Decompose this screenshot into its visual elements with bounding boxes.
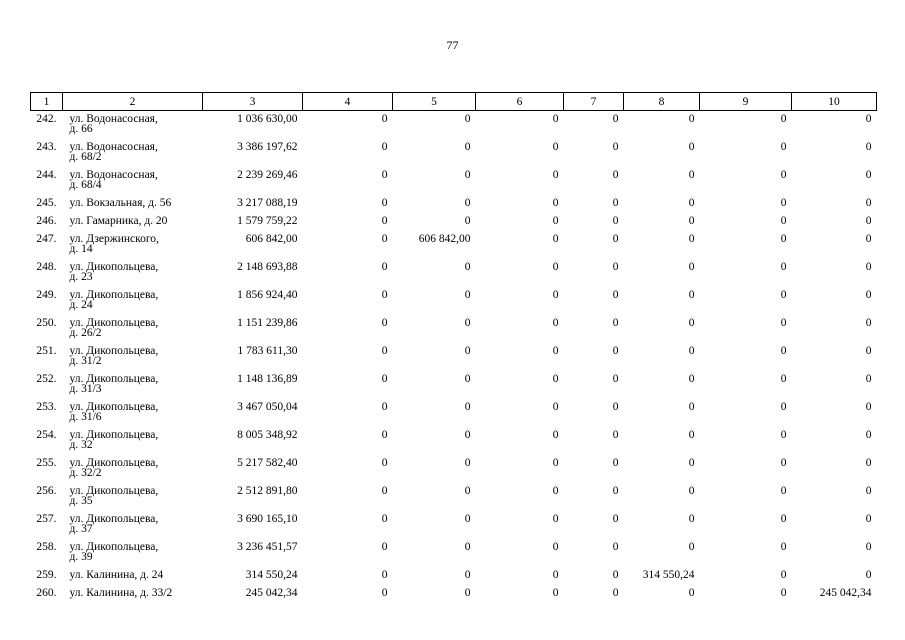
value-cell-10: 0 [865, 485, 872, 497]
address-cell: ул. Дикопольцева, д. 32 [69, 429, 159, 451]
value-cell-3: 2 512 891,80 [237, 485, 298, 497]
value-cell-7: 0 [612, 215, 619, 227]
value-cell-9: 0 [780, 233, 787, 245]
value-cell-5: 0 [464, 197, 471, 209]
value-cell-10: 0 [865, 373, 872, 385]
value-cell-6: 0 [552, 215, 559, 227]
table-row [31, 430, 877, 458]
row-number: 248. [36, 261, 57, 273]
value-cell-3: 314 550,24 [245, 569, 298, 581]
table-row [31, 111, 877, 143]
value-cell-8: 0 [688, 373, 695, 385]
value-cell-3: 3 236 451,57 [237, 541, 298, 553]
address-cell: ул. Дикопольцева, д. 23 [69, 261, 159, 283]
value-cell-5: 0 [464, 513, 471, 525]
value-cell-8: 314 550,24 [642, 569, 695, 581]
row-number: 256. [36, 485, 57, 497]
value-cell-3: 1 036 630,00 [237, 113, 298, 125]
value-cell-4: 0 [381, 233, 388, 245]
value-cell-9: 0 [780, 429, 787, 441]
table-row [31, 262, 877, 290]
value-cell-3: 3 690 165,10 [237, 513, 298, 525]
value-cell-8: 0 [688, 541, 695, 553]
header-row [31, 93, 877, 111]
value-cell-4: 0 [381, 317, 388, 329]
value-cell-9: 0 [780, 457, 787, 469]
address-cell: ул. Дикопольцева, д. 31/2 [69, 345, 159, 367]
value-cell-10: 0 [865, 401, 872, 413]
value-cell-4: 0 [381, 141, 388, 153]
col-header-6: 6 [476, 93, 564, 111]
value-cell-7: 0 [612, 197, 619, 209]
value-cell-4: 0 [381, 485, 388, 497]
value-cell-7: 0 [612, 457, 619, 469]
value-cell-10: 0 [865, 569, 872, 581]
value-cell-5: 0 [464, 289, 471, 301]
value-cell-3: 245 042,34 [245, 587, 298, 599]
row-number: 246. [36, 215, 57, 227]
value-cell-5: 0 [464, 485, 471, 497]
value-cell-7: 0 [612, 513, 619, 525]
value-cell-5: 0 [464, 429, 471, 441]
value-cell-3: 8 005 348,92 [237, 429, 298, 441]
address-cell: ул. Калинина, д. 33/2 [69, 587, 173, 599]
table-row [31, 234, 877, 262]
value-cell-7: 0 [612, 345, 619, 357]
value-cell-4: 0 [381, 197, 388, 209]
col-header-5: 5 [393, 93, 476, 111]
value-cell-6: 0 [552, 261, 559, 273]
row-number: 245. [36, 197, 57, 209]
value-cell-7: 0 [612, 541, 619, 553]
value-cell-10: 0 [865, 513, 872, 525]
table-row [31, 458, 877, 486]
value-cell-10: 0 [865, 429, 872, 441]
value-cell-10: 0 [865, 289, 872, 301]
value-cell-5: 0 [464, 345, 471, 357]
value-cell-7: 0 [612, 587, 619, 599]
col-header-2: 2 [63, 93, 203, 111]
row-number: 258. [36, 541, 57, 553]
value-cell-3: 3 386 197,62 [237, 141, 298, 153]
value-cell-6: 0 [552, 289, 559, 301]
address-cell: ул. Дикопольцева, д. 31/3 [69, 373, 159, 395]
table-row [31, 290, 877, 318]
value-cell-8: 0 [688, 485, 695, 497]
value-cell-8: 0 [688, 429, 695, 441]
row-number: 260. [36, 587, 57, 599]
value-cell-8: 0 [688, 261, 695, 273]
value-cell-8: 0 [688, 233, 695, 245]
value-cell-8: 0 [688, 317, 695, 329]
data-table [30, 92, 877, 606]
col-header-10: 10 [792, 93, 877, 111]
value-cell-3: 606 842,00 [245, 233, 298, 245]
row-number: 257. [36, 513, 57, 525]
value-cell-8: 0 [688, 141, 695, 153]
address-cell: ул. Водонасосная, д. 68/2 [69, 141, 158, 163]
value-cell-6: 0 [552, 569, 559, 581]
value-cell-7: 0 [612, 401, 619, 413]
value-cell-4: 0 [381, 569, 388, 581]
value-cell-6: 0 [552, 429, 559, 441]
row-number: 247. [36, 233, 57, 245]
value-cell-9: 0 [780, 569, 787, 581]
address-cell: ул. Водонасосная, д. 66 [69, 113, 158, 135]
value-cell-5: 0 [464, 215, 471, 227]
value-cell-6: 0 [552, 169, 559, 181]
value-cell-3: 3 217 088,19 [237, 197, 298, 209]
value-cell-4: 0 [381, 113, 388, 125]
value-cell-7: 0 [612, 373, 619, 385]
col-header-4: 4 [303, 93, 393, 111]
value-cell-7: 0 [612, 233, 619, 245]
value-cell-6: 0 [552, 401, 559, 413]
value-cell-7: 0 [612, 289, 619, 301]
value-cell-7: 0 [612, 261, 619, 273]
value-cell-5: 0 [464, 569, 471, 581]
value-cell-10: 0 [865, 457, 872, 469]
row-number: 255. [36, 457, 57, 469]
address-cell: ул. Дикопольцева, д. 37 [69, 513, 159, 535]
value-cell-8: 0 [688, 289, 695, 301]
value-cell-9: 0 [780, 401, 787, 413]
value-cell-6: 0 [552, 541, 559, 553]
value-cell-5: 0 [464, 169, 471, 181]
address-cell: ул. Дикопольцева, д. 32/2 [69, 457, 159, 479]
value-cell-6: 0 [552, 457, 559, 469]
table-row [31, 570, 877, 588]
table-row [31, 198, 877, 216]
value-cell-6: 0 [552, 141, 559, 153]
table-row [31, 170, 877, 198]
value-cell-5: 0 [464, 401, 471, 413]
value-cell-5: 0 [464, 587, 471, 599]
value-cell-8: 0 [688, 197, 695, 209]
value-cell-3: 2 148 693,88 [237, 261, 298, 273]
value-cell-9: 0 [780, 513, 787, 525]
value-cell-3: 3 467 050,04 [237, 401, 298, 413]
value-cell-7: 0 [612, 317, 619, 329]
value-cell-4: 0 [381, 373, 388, 385]
address-cell: ул. Дикопольцева, д. 26/2 [69, 317, 159, 339]
value-cell-9: 0 [780, 317, 787, 329]
value-cell-4: 0 [381, 513, 388, 525]
value-cell-4: 0 [381, 169, 388, 181]
value-cell-5: 0 [464, 113, 471, 125]
value-cell-5: 0 [464, 457, 471, 469]
value-cell-8: 0 [688, 401, 695, 413]
value-cell-5: 0 [464, 541, 471, 553]
value-cell-10: 0 [865, 141, 872, 153]
address-cell: ул. Дикопольцева, д. 39 [69, 541, 159, 563]
value-cell-8: 0 [688, 513, 695, 525]
row-number: 243. [36, 141, 57, 153]
value-cell-4: 0 [381, 215, 388, 227]
value-cell-8: 0 [688, 345, 695, 357]
value-cell-7: 0 [612, 429, 619, 441]
row-number: 251. [36, 345, 57, 357]
value-cell-6: 0 [552, 485, 559, 497]
row-number: 249. [36, 289, 57, 301]
row-number: 250. [36, 317, 57, 329]
value-cell-10: 0 [865, 541, 872, 553]
value-cell-8: 0 [688, 169, 695, 181]
table-body [31, 111, 877, 607]
table-row [31, 374, 877, 402]
value-cell-4: 0 [381, 429, 388, 441]
address-cell: ул. Дикопольцева, д. 24 [69, 289, 159, 311]
value-cell-10: 0 [865, 215, 872, 227]
col-header-3: 3 [203, 93, 303, 111]
value-cell-10: 0 [865, 233, 872, 245]
value-cell-4: 0 [381, 289, 388, 301]
value-cell-3: 2 239 269,46 [237, 169, 298, 181]
value-cell-3: 1 148 136,89 [237, 373, 298, 385]
value-cell-6: 0 [552, 317, 559, 329]
value-cell-5: 0 [464, 317, 471, 329]
value-cell-7: 0 [612, 141, 619, 153]
page-number: 77 [446, 38, 459, 52]
value-cell-4: 0 [381, 587, 388, 599]
value-cell-5: 0 [464, 261, 471, 273]
value-cell-3: 1 783 611,30 [237, 345, 298, 357]
value-cell-6: 0 [552, 373, 559, 385]
table-row [31, 588, 877, 606]
row-number: 252. [36, 373, 57, 385]
value-cell-10: 0 [865, 197, 872, 209]
value-cell-8: 0 [688, 587, 695, 599]
row-number: 253. [36, 401, 57, 413]
table-row [31, 318, 877, 346]
value-cell-5: 0 [464, 141, 471, 153]
value-cell-7: 0 [612, 169, 619, 181]
table-row [31, 346, 877, 374]
value-cell-9: 0 [780, 141, 787, 153]
value-cell-6: 0 [552, 233, 559, 245]
row-number: 254. [36, 429, 57, 441]
value-cell-8: 0 [688, 215, 695, 227]
value-cell-10: 0 [865, 317, 872, 329]
table-row [31, 216, 877, 234]
value-cell-7: 0 [612, 569, 619, 581]
value-cell-3: 5 217 582,40 [237, 457, 298, 469]
value-cell-4: 0 [381, 457, 388, 469]
value-cell-3: 1 856 924,40 [237, 289, 298, 301]
value-cell-5: 0 [464, 373, 471, 385]
value-cell-6: 0 [552, 587, 559, 599]
value-cell-7: 0 [612, 113, 619, 125]
value-cell-3: 1 151 239,86 [237, 317, 298, 329]
value-cell-9: 0 [780, 345, 787, 357]
value-cell-4: 0 [381, 541, 388, 553]
value-cell-8: 0 [688, 457, 695, 469]
value-cell-4: 0 [381, 345, 388, 357]
value-cell-6: 0 [552, 345, 559, 357]
table-row [31, 514, 877, 542]
value-cell-9: 0 [780, 261, 787, 273]
value-cell-4: 0 [381, 261, 388, 273]
value-cell-6: 0 [552, 113, 559, 125]
value-cell-9: 0 [780, 197, 787, 209]
value-cell-10: 0 [865, 113, 872, 125]
row-number: 242. [36, 113, 57, 125]
address-cell: ул. Вокзальная, д. 56 [69, 197, 172, 209]
value-cell-8: 0 [688, 113, 695, 125]
row-number: 259. [36, 569, 57, 581]
value-cell-10: 245 042,34 [819, 587, 872, 599]
value-cell-9: 0 [780, 113, 787, 125]
address-cell: ул. Калинина, д. 24 [69, 569, 164, 581]
table-row [31, 402, 877, 430]
value-cell-6: 0 [552, 197, 559, 209]
table-row [31, 142, 877, 170]
value-cell-10: 0 [865, 169, 872, 181]
col-header-7: 7 [564, 93, 624, 111]
table-row [31, 542, 877, 570]
value-cell-6: 0 [552, 513, 559, 525]
address-cell: ул. Дикопольцева, д. 31/6 [69, 401, 159, 423]
value-cell-9: 0 [780, 541, 787, 553]
value-cell-9: 0 [780, 289, 787, 301]
row-number: 244. [36, 169, 57, 181]
value-cell-10: 0 [865, 261, 872, 273]
col-header-9: 9 [700, 93, 792, 111]
table-row [31, 486, 877, 514]
value-cell-10: 0 [865, 345, 872, 357]
address-cell: ул. Водонасосная, д. 68/4 [69, 169, 158, 191]
value-cell-9: 0 [780, 485, 787, 497]
value-cell-9: 0 [780, 215, 787, 227]
value-cell-9: 0 [780, 587, 787, 599]
value-cell-9: 0 [780, 169, 787, 181]
value-cell-7: 0 [612, 485, 619, 497]
col-header-8: 8 [624, 93, 700, 111]
value-cell-5: 606 842,00 [418, 233, 471, 245]
col-header-1: 1 [31, 93, 63, 111]
address-cell: ул. Дикопольцева, д. 35 [69, 485, 159, 507]
value-cell-4: 0 [381, 401, 388, 413]
value-cell-3: 1 579 759,22 [237, 215, 298, 227]
value-cell-9: 0 [780, 373, 787, 385]
address-cell: ул. Гамарника, д. 20 [69, 215, 168, 227]
address-cell: ул. Дзержинского, д. 14 [69, 233, 159, 255]
